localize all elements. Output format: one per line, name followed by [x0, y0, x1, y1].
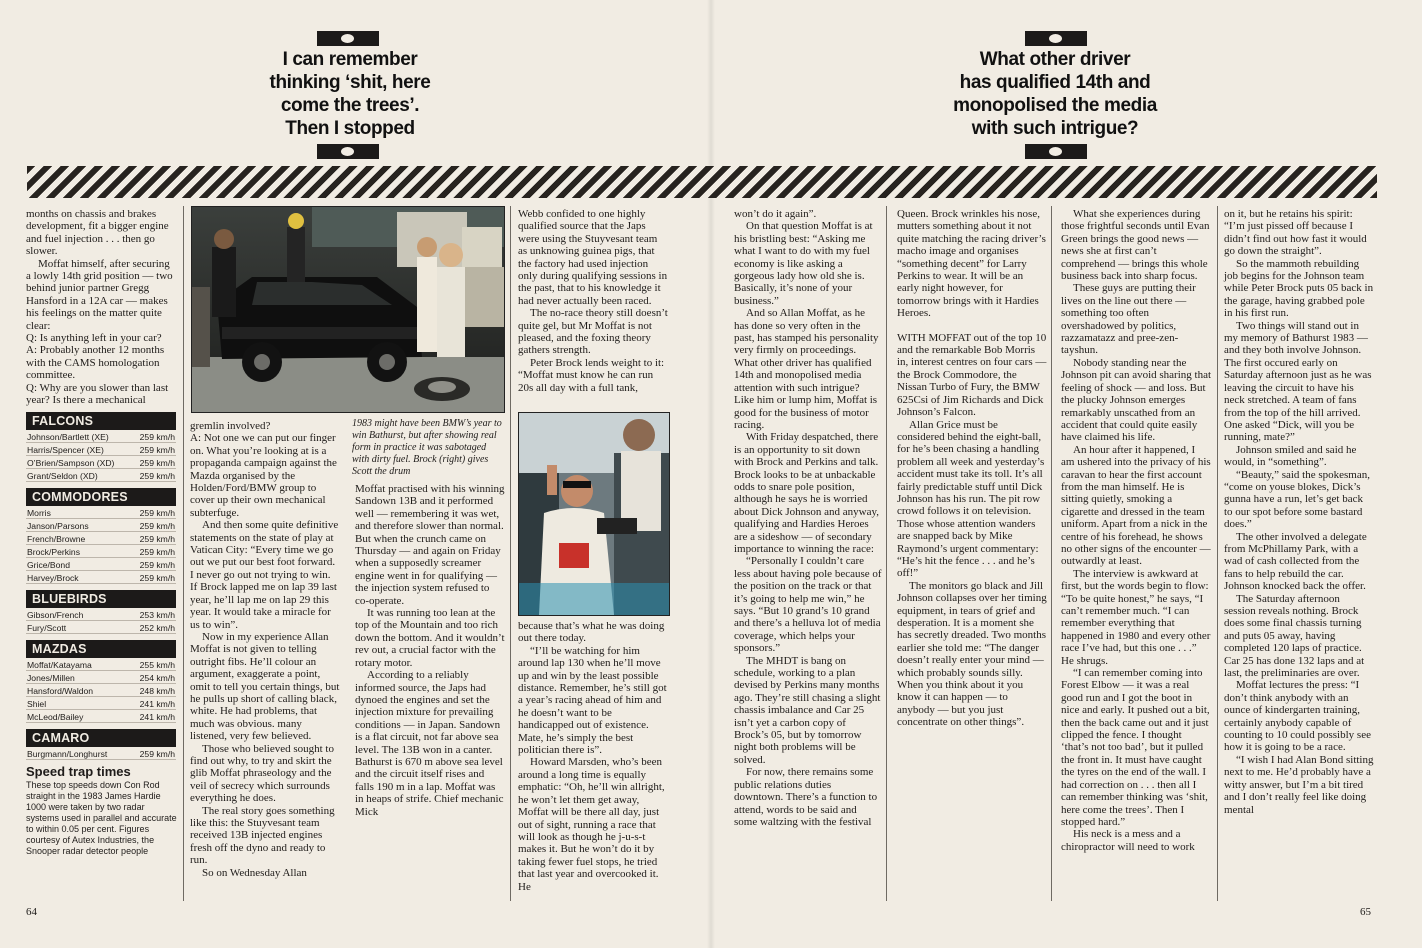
- speed-row: [26, 430, 176, 443]
- speed-row: [26, 532, 176, 545]
- article-paragraph: The real story goes something like this: the Stuyvesant team received 13B injected engines fresh off the dyno and ready to run.: [190, 804, 335, 867]
- pullquote-right: [935, 48, 1175, 140]
- driver-pair: Morris: [27, 507, 51, 518]
- page-number-right: 65: [1360, 906, 1371, 918]
- driver-pair: French/Browne: [27, 533, 86, 544]
- speed-value: 252 km/h: [139, 622, 175, 633]
- driver-pair: McLeod/Bailey: [27, 711, 84, 722]
- speed-row: [26, 558, 176, 571]
- column-divider: [1217, 206, 1218, 901]
- article-paragraph: The no-race theory still doesn’t quite gel, but Mr Moffat is not pleased, and the foxing theory gathers strength.: [518, 307, 668, 357]
- article-paragraph: An hour after it happened, I am ushered into the privacy of his caravan to hear the first account from the man himself. He is sitting quietly, smoking a cigarette and dressed in the team uniform. Apart from a nick in the centre of his forehead, he shows no other signs of the encounter — outwardly at least.: [1061, 443, 1211, 568]
- column-4-bottom: [518, 620, 668, 893]
- column-divider: [1051, 206, 1052, 901]
- speed-value: 259 km/h: [139, 533, 175, 544]
- article-paragraph: The Saturday afternoon session reveals nothing. Brock does some final chassis turning and puts 05 away, having completed 120 laps of practice. Car 25 has done 132 laps and at last, the preliminaries are over.: [1224, 592, 1365, 680]
- speed-value: 259 km/h: [139, 520, 175, 531]
- speed-value: 255 km/h: [139, 659, 175, 670]
- article-paragraph: The monitors go black and Jill Johnson collapses over her timing equipment, in tears of grief and desperation. It is a moment she has secretly dreaded. Two months earlier she told me: “The danger doesn’t really enter your mind — which probably sounds silly. When you think about it you know it can happen — to anybody — but you just concentrate on other things”.: [897, 579, 1047, 729]
- speed-row: [26, 469, 176, 482]
- article-paragraph: on it, but he retains his spirit: “I’m just pissed off because I didn’t find out how fast it would go down the straight”.: [1224, 208, 1367, 258]
- driver-pair: Johnson/Bartlett (XE): [27, 431, 109, 442]
- speed-value: 241 km/h: [139, 698, 175, 709]
- pullquote-line: come the trees’.: [280, 95, 420, 116]
- speed-group-heading: COMMODORES: [26, 488, 176, 506]
- article-paragraph: The MHDT is bang on schedule, working to a plan devised by Perkins many months ago. They’re still chasing a slight chassis imbalance and Car 25 isn’t yet a carbon copy of Brock’s 05, but by tomorrow night both problems will be solved.: [734, 654, 881, 766]
- column-divider: [886, 206, 887, 901]
- driver-pair: Jones/Millen: [27, 672, 75, 683]
- article-paragraph: “Beauty,” said the spokesman, “come on youse blokes, Dick’s gunna have a run, let’s get back to our spot before some bastard does.”: [1224, 468, 1370, 531]
- speed-row: [26, 456, 176, 469]
- article-paragraph: According to a reliably informed source, the Japs had dynoed the engines and set the injection mixture for prevailing conditions — in Japan. Sandown is a flat circuit, not far above sea level. The 13B won in a canter. Bathurst is 670 m above sea level and the circuit itself rises and falls 190 m in a lap. Moffat was in heaps of strife. Chief mechanic Mick: [355, 669, 504, 818]
- speed-row: [26, 747, 176, 760]
- article-paragraph: Moffat practised with his winning Sandown 13B and it performed well — remembering it was wet, and therefore slower than normal. But when the crunch came on Thursday — and again on Friday when a supposedly screamer engine went in for qualifying — the injection system refused to co-operate.: [355, 483, 505, 607]
- speed-row: [26, 571, 176, 584]
- pullquote-line: thinking ‘shit, here: [269, 72, 431, 93]
- article-paragraph: So the mammoth rebuilding job begins for the Johnson team while Peter Brock puts 05 back in the garage, having grabbed pole in his first run.: [1224, 257, 1374, 320]
- speed-value: 259 km/h: [139, 546, 175, 557]
- article-paragraph: The interview is awkward at first, but the words begin to flow: “To be quite honest,” he says, “I can’t remember much. “I can remember everything that happened in 1980 and every other race I’ve had, but this one . . .” He shrugs.: [1061, 567, 1211, 667]
- driver-pair: Janson/Parsons: [27, 520, 89, 531]
- article-paragraph: Peter Brock lends weight to it: “Moffat must know he can run 20s all day with a full tank,: [518, 356, 665, 394]
- article-paragraph: Allan Grice must be considered behind the eight-ball, for he’s been chasing a handling problem all week and yesterday’s accident must take its toll. It’s all fairly predictable stuff until Dick Johnson has his run. The pit row crowd follows it on television. Those whose attention wanders are snapped back by Mike Raymond’s urgent commentary: “He’s hit the fence . . . and he’s off!”: [897, 418, 1045, 580]
- column-divider: [510, 206, 511, 901]
- article-paragraph: Webb confided to one highly qualified source that the Japs were using the Stuyvesant team as unknowing guinea pigs, that the factory had used injection only during qualifying sessions in the past, that to his knowledge it had never actually been raced.: [518, 208, 668, 307]
- pullquote-left: [240, 48, 460, 140]
- column-divider: [183, 206, 184, 901]
- diagonal-stripe-band: [27, 166, 1377, 198]
- speed-row: [26, 658, 176, 671]
- article-paragraph: On that question Moffat is at his bristling best: “Asking me what I want to do with my fuel economy is like asking a gorgeous lady how old she is. Basically, it’s none of your business.”: [734, 220, 873, 307]
- article-paragraph: Howard Marsden, who’s been around a long time is equally emphatic: “Oh, he’ll win allright, he won’t let them get away, Moffat will be there all day, just out of sight, running a race that will look as though he j-u-s-t makes it. But he won’t do it by taking fewer fuel stops, he tried that last year and overcooked it. He: [518, 756, 665, 893]
- driver-pair: Harris/Spencer (XE): [27, 444, 104, 455]
- speed-value: 241 km/h: [139, 711, 175, 722]
- speed-value: 259 km/h: [139, 507, 175, 518]
- pullquote-line: Then I stopped: [285, 118, 415, 139]
- article-paragraph: gremlin involved?: [190, 420, 271, 432]
- speed-value: 259 km/h: [139, 559, 175, 570]
- article-paragraph: Q: Is anything left in your car?: [26, 332, 162, 345]
- article-paragraph: won’t do it again”.: [734, 208, 817, 220]
- speed-value: 259 km/h: [139, 748, 175, 759]
- speed-row: [26, 621, 176, 634]
- page-number-left: 64: [26, 906, 37, 918]
- article-paragraph: Moffat lectures the press: “I don’t think anybody with an ounce of kindergarten training, certainly anybody capable of counting to 10 could possibly see how it is going to be a race.: [1224, 679, 1371, 754]
- article-paragraph: “I can remember coming into Forest Elbow — it was a real good run and I got the boot in nice and early. It pushed out a bit, then the back came out and it just clipped the fence. I thought ‘that’s not too bad’, but it pulled the front in. It must have caught the tyres on the end of the wall. I had correction on . . . then all I can remember thinking was ‘shit, here come the trees’. Then I stopped hard.”: [1061, 667, 1210, 828]
- article-paragraph: Queen. Brock wrinkles his nose, mutters something about it not quite matching the racing driver’s macho image and organises “something decent” for Larry Perkins to wear. It will be an early night however, for tomorrow brings with it Hardies Heroes.: [897, 208, 1046, 320]
- speed-row: [26, 697, 176, 710]
- speed-row: [26, 608, 176, 621]
- article-paragraph: Now in my experience Allan Moffat is not given to telling outright fibs. He’ll colour an argument, exaggerate a point, omit to tell you certain things, but he pulls up short of calling black, white. He had problems, that much was obvious. many listened, very few believed.: [190, 630, 340, 743]
- article-paragraph: Two things will stand out in my memory of Bathurst 1983 — and they both involve Johnson. The first occured early on Saturday afternoon just as he was leaving the circuit to have his neck stretched. A team of fans from the top of the hill arrived. One asked “Dick, will you be running, mate?”: [1224, 319, 1372, 444]
- pullquote-line: What other driver: [979, 49, 1131, 70]
- speed-row: [26, 519, 176, 532]
- article-paragraph: months on chassis and brakes development, fit a bigger engine and fuel injection . . . then go slower.: [26, 208, 169, 258]
- speed-value: 259 km/h: [139, 572, 175, 583]
- pullquote-line: has qualified 14th and: [959, 72, 1151, 93]
- speed-group-heading: MAZDAS: [26, 640, 176, 658]
- article-paragraph: Q: Why are you slower than last year? Is there a mechanical: [26, 381, 169, 407]
- driver-pair: Shiel: [27, 698, 47, 709]
- article-paragraph: Johnson smiled and said he would, in “something”.: [1224, 443, 1357, 469]
- driver-pair: Hansford/Waldon: [27, 685, 94, 696]
- speed-trap-title: Speed trap times: [26, 764, 131, 779]
- speed-value: 253 km/h: [139, 609, 175, 620]
- column-3: [355, 483, 505, 818]
- article-paragraph: His neck is a mess and a chiropractor will need to work: [1061, 828, 1195, 853]
- article-paragraph: Nobody standing near the Johnson pit can avoid sharing that feeling of shock — and loss. But the plucky Johnson emerges remarkably unscathed from an accident that could quite easily have claimed his life.: [1061, 356, 1212, 444]
- article-paragraph: “I’ll be watching for him around lap 130 when he’ll move up and win by the least possible distance. Remember, he’s still got a year’s racing ahead of him and he doesn’t want to be handicapped out of existence. Mate, he’s simply the best politician there is”.: [518, 644, 667, 757]
- speed-row: [26, 684, 176, 697]
- article-paragraph: A: Probably another 12 months with the CAMS homologation committee.: [26, 344, 165, 382]
- speed-row: [26, 443, 176, 456]
- speed-trap-note: These top speeds down Con Rod straight in the 1983 James Hardie 1000 were taken by two radar systems used in parallel and accurate to within 0.05 per cent. Figures courtesy of Autex Industries, the Snooper radar detector people: [26, 780, 177, 856]
- pullquote-line: I can remember: [282, 49, 418, 70]
- article-paragraph: So on Wednesday Allan: [202, 866, 307, 879]
- ornament-top-left: [317, 31, 379, 46]
- speed-value: 259 km/h: [139, 431, 175, 442]
- speed-row: [26, 545, 176, 558]
- column-7: [1061, 208, 1211, 853]
- article-paragraph: “I wish I had Alan Bond sitting next to me. He’d probably have a witty answer, but I’m a bit tired and I don’t really feel like doing mental: [1224, 753, 1374, 816]
- driver-pair: Grant/Seldon (XD): [27, 470, 98, 481]
- article-paragraph: because that’s what he was doing out there today.: [518, 620, 665, 645]
- column-6: [897, 208, 1047, 729]
- driver-pair: Brock/Perkins: [27, 546, 81, 557]
- photo-pit-scene: [191, 206, 505, 413]
- article-paragraph: Moffat himself, after securing a lowly 14th grid position — two behind junior partner Gregg Hansford in a 12A car — makes his feelings on the matter quite clear:: [26, 257, 173, 332]
- speed-row: [26, 710, 176, 723]
- article-paragraph: WITH MOFFAT out of the top 10 and the remarkable Bob Morris in, interest centres on four cars — the Brock Commodore, the Nissan Turbo of Fury, the BMW 625Csi of Jim Richards and Dick Johnson’s Falcon.: [897, 331, 1047, 419]
- driver-pair: Gibson/French: [27, 609, 84, 620]
- speed-value: 248 km/h: [139, 685, 175, 696]
- speed-value: 259 km/h: [139, 444, 175, 455]
- ornament-bottom-right: [1025, 144, 1087, 159]
- pit-scene-illustration: [192, 207, 504, 412]
- article-paragraph: With Friday despatched, there is an opportunity to sit down with Brock and Perkins and talk. Brock looks to be at unbackable odds to snare pole position, although he says he is worried about Dick Johnson and anyway, qualifying and Hardies Heroes are a sideshow — of secondary importance to winning the race:: [734, 431, 880, 555]
- photo-driver: [518, 412, 670, 616]
- article-paragraph: “Personally I couldn’t care less about having pole because of the position on the track or that it’s going to help me win,” he says. “But 10 grand’s 10 grand and there’s a helluva lot of media coverage, which helps your sponsors.”: [734, 555, 882, 655]
- speed-value: 259 km/h: [139, 457, 175, 468]
- speed-row: [26, 506, 176, 519]
- photo-caption: 1983 might have been BMW’s year to win Bathurst, but after showing real form in practice it was sabotaged with dirty fuel. Brock (right) gives Scott the drum: [352, 418, 502, 477]
- article-paragraph: And so Allan Moffat, as he has done so very often in the past, has stamped his personality very firmly on proceedings. What other driver has qualified 14th and monopolised media attention with such intrigue? Like him or lump him, Moffat is good for the business of motor racing.: [734, 307, 879, 431]
- speed-value: 259 km/h: [139, 470, 175, 481]
- column-4-top: [518, 208, 668, 394]
- article-paragraph: And then some quite definitive statements on the state of play at Vatican City: “Every time we go out we put our best foot forward. I never go out not trying to win. If Brock lapped me on lap 39 last year, he’ll lap me on lap 29 this year. It would take a miracle for us to win”.: [190, 519, 339, 631]
- driver-pair: Grice/Bond: [27, 559, 70, 570]
- driver-pair: Moffat/Katayama: [27, 659, 92, 670]
- driver-pair: Fury/Scott: [27, 622, 67, 633]
- article-paragraph: A: Not one we can put our finger on. What you’re looking at is a propaganda campaign against the Mazda organised by the Holden/Ford/BMW group to cover up their own mechanical subterfuge.: [190, 432, 337, 519]
- driver-pair: Harvey/Brock: [27, 572, 79, 583]
- speed-group-heading: BLUEBIRDS: [26, 590, 176, 608]
- driver-pair: Burgmann/Longhurst: [27, 748, 108, 759]
- column-8: [1224, 208, 1374, 816]
- speed-group-heading: FALCONS: [26, 412, 176, 430]
- article-paragraph: It was running too lean at the top of the Mountain and too rich down the bottom. And it wouldn’t rev out, a crucial factor with the rotary motor.: [355, 607, 505, 669]
- pullquote-line: with such intrigue?: [971, 118, 1139, 139]
- speed-trap-table: [26, 412, 176, 760]
- column-2: [190, 420, 340, 879]
- ornament-bottom-left: [317, 144, 379, 159]
- article-paragraph: These guys are putting their lives on the line out there — something too often overshadowed by politics, razzamatazz and pree-zen-tayshun.: [1061, 282, 1196, 357]
- article-paragraph: The other involved a delegate from McPhillamy Park, with a wad of cash collected from the fans to help rebuild the car. Johnson knocked back the offer.: [1224, 530, 1367, 593]
- speed-value: 254 km/h: [139, 672, 175, 683]
- column-5: [734, 208, 882, 828]
- pullquote-line: monopolised the media: [953, 95, 1157, 116]
- article-paragraph: Those who believed sought to find out why, to try and skirt the glib Moffat phraseology and the veil of secrecy which surrounds everything he does.: [190, 742, 334, 805]
- article-paragraph: For now, there remains some public relations duties downtown. There’s a function to attend, words to be said and some waltzing with the festival: [734, 766, 878, 828]
- driver-pair: O’Brien/Sampson (XD): [27, 457, 115, 468]
- page-gutter: [707, 0, 715, 948]
- speed-group-heading: CAMARO: [26, 729, 176, 747]
- speed-row: [26, 671, 176, 684]
- column-1: [26, 208, 176, 407]
- driver-illustration: [519, 413, 669, 615]
- ornament-top-right: [1025, 31, 1087, 46]
- article-paragraph: What she experiences during those frightful seconds until Evan Green brings the good news — news she at first can’t comprehend — brings this whole business back into sharp focus.: [1061, 208, 1210, 283]
